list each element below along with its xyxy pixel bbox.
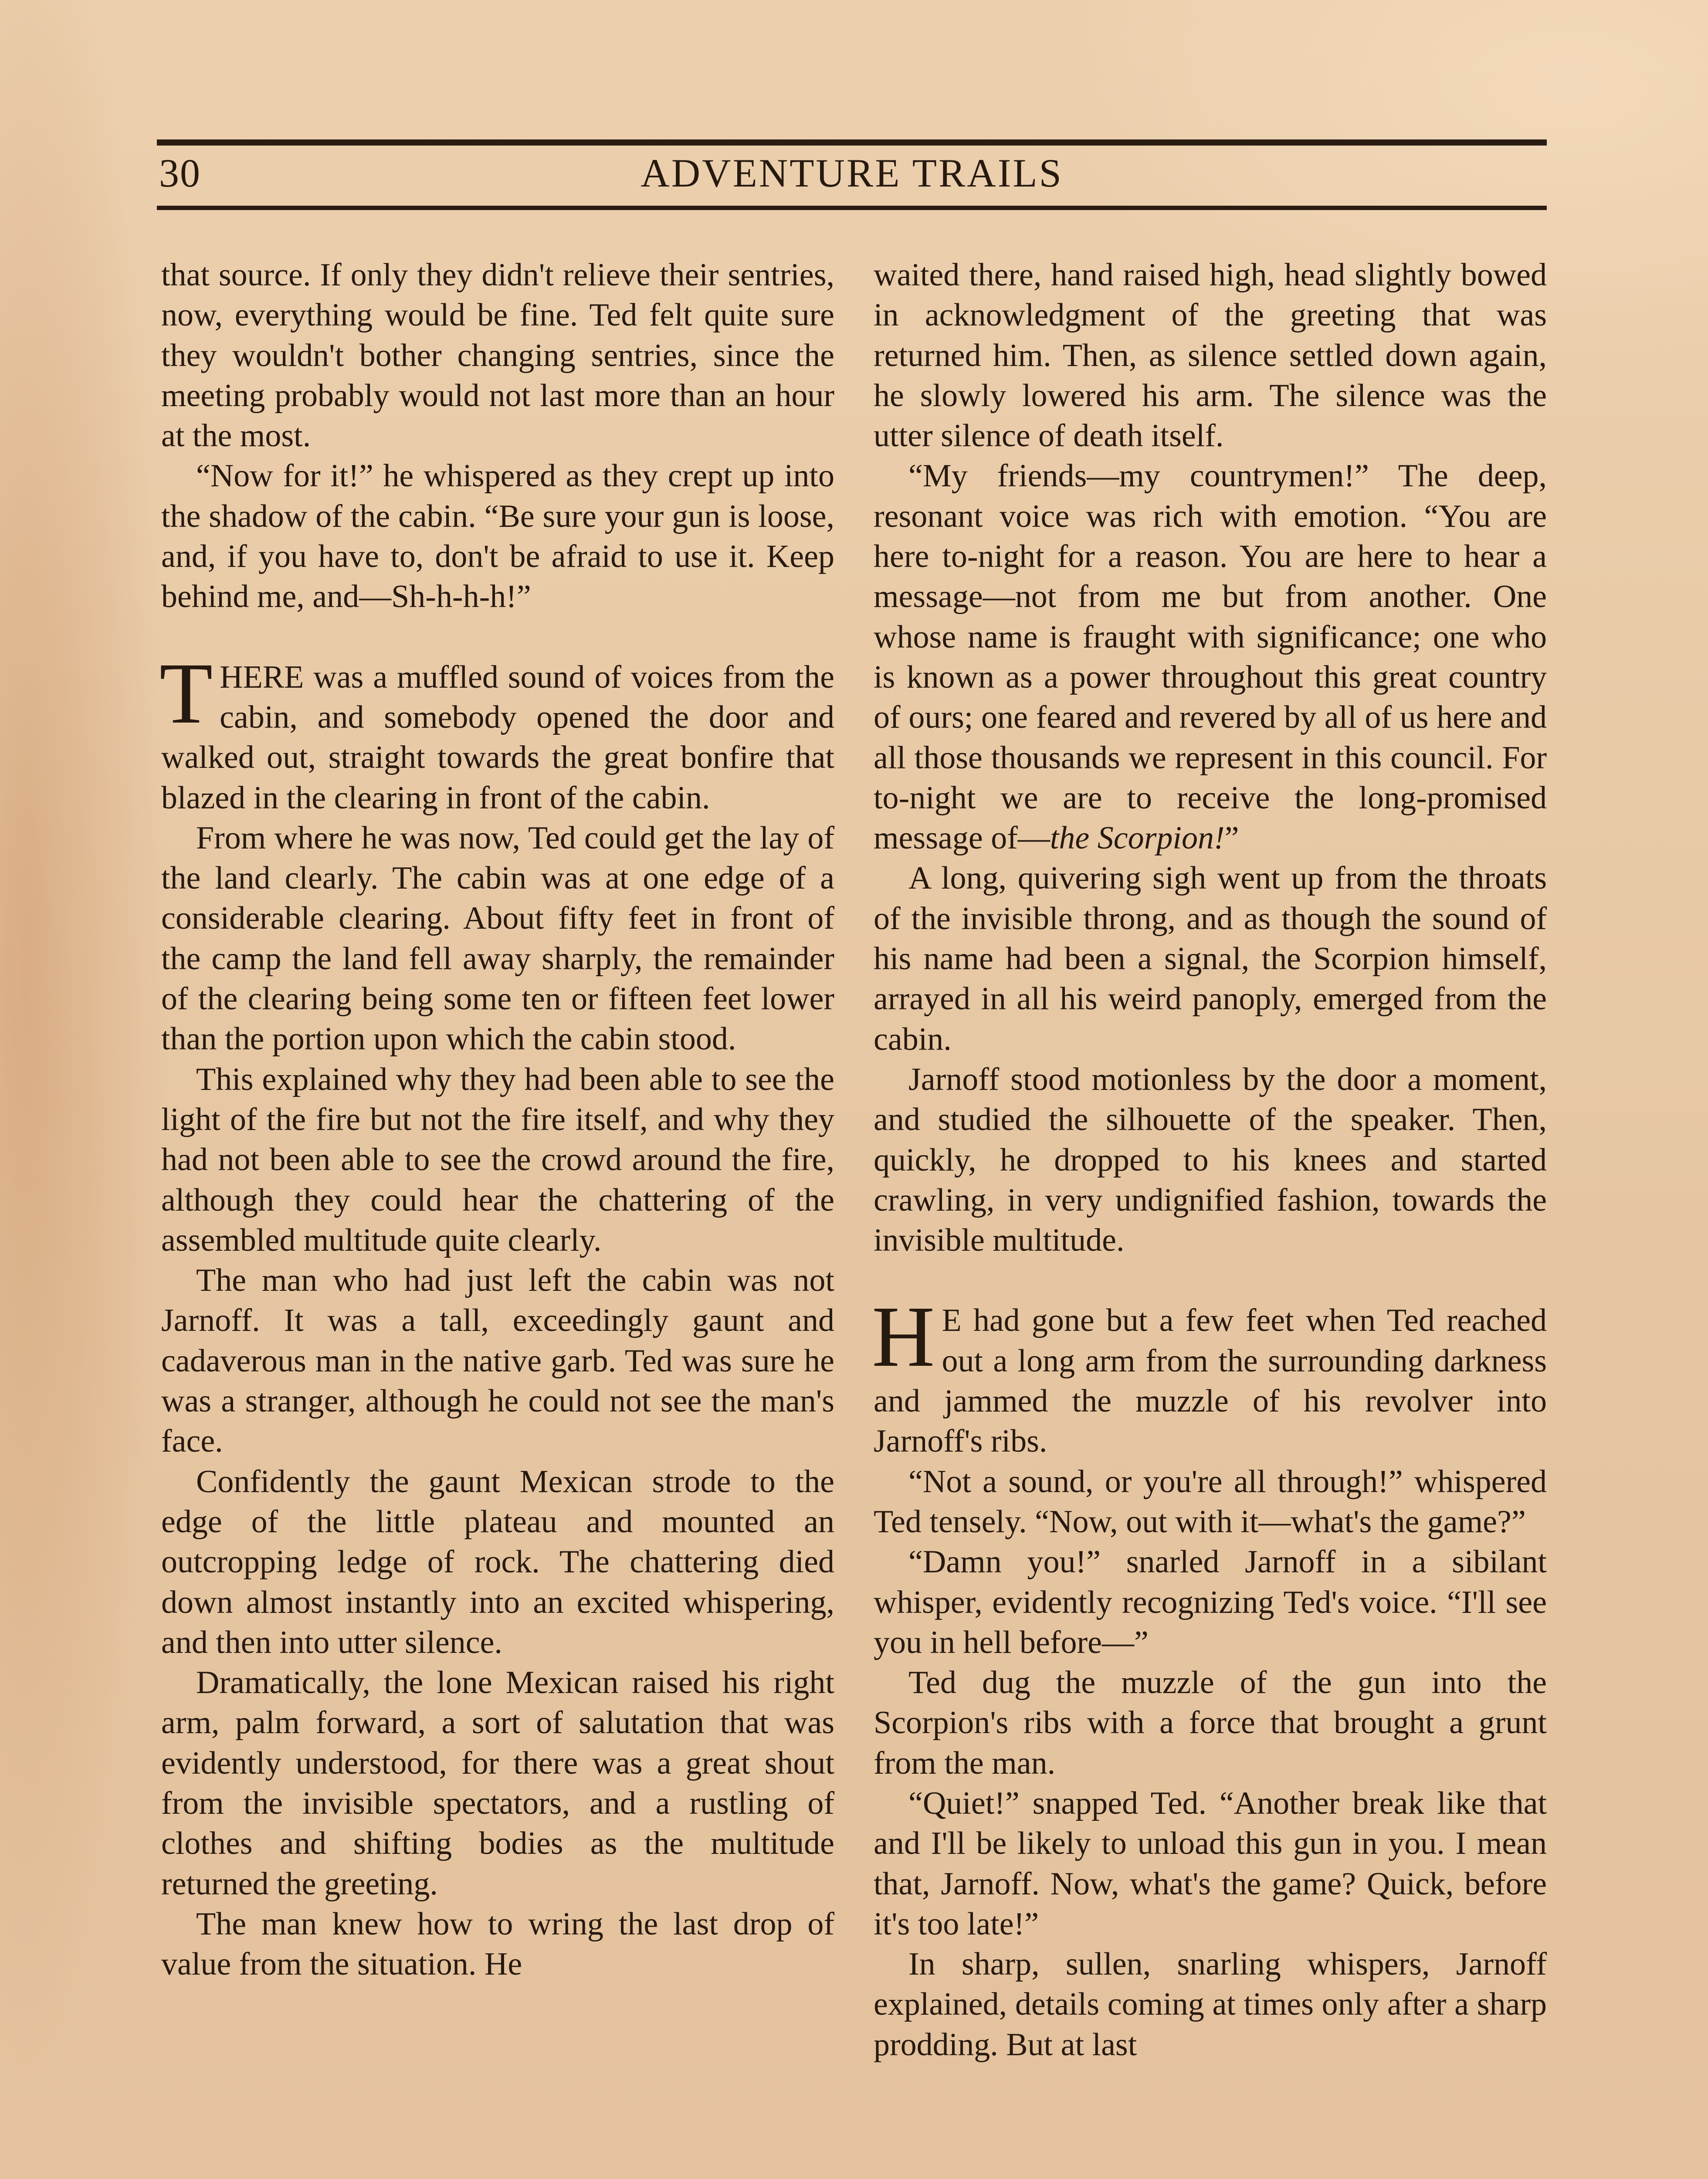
paragraph: Jarnoff stood motionless by the door a moment, and studied the silhouette of the speaker. Then, quickly, he dropped to his knees and started crawling, in very undignified fashion, towards the invisible multitude. [874, 1061, 1547, 1259]
page-number: 30 [159, 151, 201, 195]
paragraph: waited there, hand raised high, head slightly bowed in acknowledgment of the greeting that was returned him. Then, as silence settled down again, he slowly lowered his arm. The silence was the utter silence of death itself. [874, 257, 1547, 454]
closing-quote: ” [1224, 820, 1239, 856]
paragraph: The man who had just left the cabin was not Jarnoff. It was a tall, exceedingly gaunt and cadaverous man in the native garb. Ted was sure he was a stranger, although he could not see the man's face. [161, 1263, 834, 1459]
page-header [157, 146, 1547, 206]
paragraph: that source. If only they didn't relieve their sentries, now, everything would be fine. Ted felt quite sure they wouldn't bother changing sentries, since the meeting probably would not last more than an hour at the most. [161, 257, 834, 454]
right-column [874, 255, 1547, 2065]
paragraph: “Not a sound, or you're all through!” whispered Ted tensely. “Now, out with it—what's the game?” [874, 1463, 1547, 1540]
paragraph: “Now for it!” he whispered as they crept up into the shadow of the cabin. “Be sure your gun is loose, and, if you have to, don't be afraid to use it. Keep behind me, and—Sh-h-h-h!” [161, 458, 834, 615]
drop-cap: T [159, 645, 213, 742]
paragraph: In sharp, sullen, snarling whispers, Jarnoff explained, details coming at times only after a sharp prodding. But at last [874, 1946, 1547, 2063]
paragraph: Dramatically, the lone Mexican raised his right arm, palm forward, a sort of salutation that was evidently understood, for there was a great shout from the invisible spectators, and a rustling of clothes and shifting bodies as the multitude returned the greeting. [161, 1665, 834, 1902]
paragraph-text: “My friends—my countrymen!” The deep, resonant voice was rich with emotion. “You are here to-night for a reason. You are here to hear a message—not from me but from another. One whose name is fraught with significance; one who is known as a power throughout this great country of ours; one feared and revered by all of us here and all those thousands we represent in this council. For to-night we are to receive the long-promised message of— [874, 458, 1547, 856]
paragraph-text: HERE was a muffled sound of voices from the cabin, and somebody opened the door and walked out, straight towards the great bonfire that blazed in the clearing in front of the cabin. [161, 659, 834, 816]
drop-cap: H [872, 1289, 935, 1385]
running-title: ADVENTURE TRAILS [640, 151, 1063, 195]
paragraph: “Quiet!” snapped Ted. “Another break like that and I'll be likely to unload this gun in you. I mean that, Jarnoff. Now, what's the game? Quick, before it's too late!” [874, 1785, 1547, 1942]
paragraph: “Damn you!” snarled Jarnoff in a sibilant whisper, evidently recognizing Ted's voice. “I'll see you in hell before—” [874, 1544, 1547, 1660]
paragraph: From where he was now, Ted could get the lay of the land clearly. The cabin was at one edge of a considerable clearing. About fifty feet in front of the camp the land fell away sharply, the remainder of the clearing being some ten or fifteen feet lower than the portion upon which the cabin stood. [161, 820, 834, 1057]
header-top-rule [157, 139, 1547, 146]
section-opening-paragraph [872, 1289, 1547, 1461]
left-column [161, 255, 834, 1984]
paragraph [874, 456, 1547, 858]
paragraph: Confidently the gaunt Mexican strode to the edge of the little plateau and mounted an outcropping ledge of rock. The chattering died down almost instantly into an excited whispering, and then into utter silence. [161, 1463, 834, 1660]
paragraph: The man knew how to wring the last drop of value from the situation. He [161, 1906, 834, 1982]
paragraph: Ted dug the muzzle of the gun into the Scorpion's ribs with a force that brought a grunt from the man. [874, 1665, 1547, 1781]
section-opening-paragraph [159, 645, 834, 818]
paragraph-text: E had gone but a few feet when Ted reached out a long arm from the surrounding darkness and jammed the muzzle of his revolver into Jarnoff's ribs. [874, 1303, 1547, 1459]
emphasis-text: the Scorpion! [1050, 820, 1225, 856]
paragraph: A long, quivering sigh went up from the throats of the invisible throng, and as though the sound of his name had been a signal, the Scorpion himself, arrayed in all his weird panoply, emerged from the cabin. [874, 860, 1547, 1057]
paragraph: This explained why they had been able to see the light of the fire but not the fire itself, and why they had not been able to see the crowd around the fire, although they could hear the chattering of the assembled multitude quite clearly. [161, 1061, 834, 1258]
header-bottom-rule [157, 206, 1547, 210]
